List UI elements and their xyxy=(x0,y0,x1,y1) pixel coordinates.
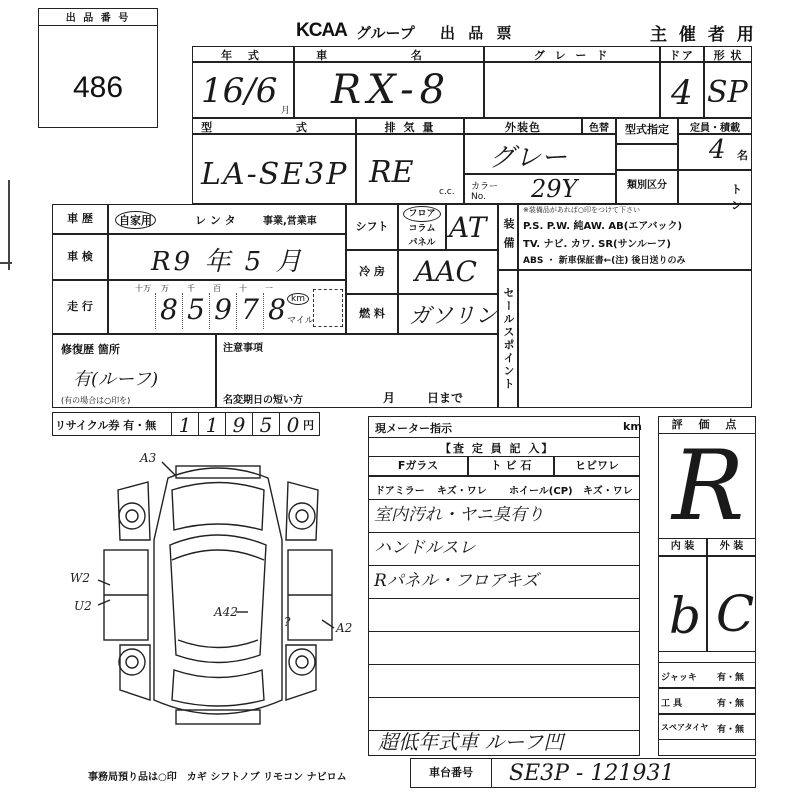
year-label: 年 式 xyxy=(192,46,294,62)
colorno-value: 29Y xyxy=(531,175,578,203)
color-value: グレー xyxy=(489,143,568,173)
car-trunk xyxy=(172,670,264,706)
recycle-digit: 9 xyxy=(225,413,252,435)
history-private: 自家用 xyxy=(115,211,156,229)
exterior-value: C xyxy=(716,585,755,643)
meter-unit: km xyxy=(623,420,642,433)
tool-label: 工 具 xyxy=(661,699,683,709)
tool-opt: 有・無 xyxy=(717,673,745,683)
tool-label: スペアタイヤ xyxy=(661,723,709,732)
inspection-label: 車 検 xyxy=(52,234,108,280)
damage-mark: U2 xyxy=(74,599,92,613)
history-business: 事業,営業車 xyxy=(263,216,317,227)
doors-label: ドア xyxy=(660,46,704,62)
wheel-hub xyxy=(296,510,308,522)
mile-mark: マイル xyxy=(287,316,314,326)
repair-value: 有(ルーフ) xyxy=(73,369,159,390)
year-value: 16/6 xyxy=(201,71,278,111)
shift-floor: フロア xyxy=(403,206,441,222)
mileage-unit: 一 xyxy=(265,284,273,293)
doors-value: 4 xyxy=(671,73,693,113)
capacity-unit: 名 xyxy=(737,149,748,162)
exterior-label: 外 装 xyxy=(707,538,756,556)
equipment-label: 装備 xyxy=(498,204,518,270)
designation-label: 型式指定 xyxy=(616,118,678,144)
equipment-row3: ABS ・ 新車保証書←(注) 後日送りのみ xyxy=(523,256,686,266)
shift-value: AT xyxy=(449,211,487,244)
interior-value: b xyxy=(669,587,702,645)
expiry-day: 日まで xyxy=(427,391,464,405)
mileage-digit: 8 xyxy=(268,293,286,326)
lot-number: 486 xyxy=(72,71,124,104)
shift-panel: パネル xyxy=(408,238,436,248)
notes-label: 注意事項 xyxy=(223,343,263,354)
mileage-unit: 十万 xyxy=(135,284,151,293)
mileage-unit: 万 xyxy=(161,284,169,293)
recolor-label: 色替 xyxy=(582,118,616,134)
name-value: RX-8 xyxy=(331,67,452,113)
interior-label: 内 装 xyxy=(658,538,707,556)
recycle-label: リサイクル券 有・無 xyxy=(55,419,157,432)
cc-label: c.c. xyxy=(439,187,455,197)
colorno-label: カラー No. xyxy=(471,182,499,202)
logo: KCAA xyxy=(296,20,347,41)
damage-mark: A2 xyxy=(336,621,353,635)
damage-mark: ? xyxy=(284,615,291,629)
recycle-unit: 円 xyxy=(303,419,314,432)
recycle-digit: 1 xyxy=(171,413,198,435)
repair-label: 修復歴 箇所 xyxy=(61,343,120,356)
engine-value: RE xyxy=(369,155,414,190)
km-mark: km xyxy=(287,293,309,305)
edge-mark xyxy=(8,180,10,270)
mileage-unit: 千 xyxy=(187,284,195,293)
mirror-opt: キズ・ワレ xyxy=(437,486,487,497)
equipment-row2: TV. ナビ. カワ. SR(サンルーフ) xyxy=(523,239,671,250)
name-label: 車 名 xyxy=(294,46,484,62)
car-rear-window xyxy=(178,640,258,648)
header-ticket: 出 品 票 xyxy=(440,24,516,42)
wheel-fl xyxy=(119,503,145,529)
wheel-hub xyxy=(296,656,308,668)
car-hood xyxy=(172,483,264,531)
history-label: 車 歴 xyxy=(52,204,108,234)
wheel-hub xyxy=(126,656,138,668)
wheel-rr xyxy=(289,649,315,675)
mileage-unit: 百 xyxy=(213,284,221,293)
sale-point-label: セールスポイント xyxy=(498,270,518,408)
wheel-label: ホイール(CP) xyxy=(509,486,573,497)
capacity-value: 4 xyxy=(709,135,726,165)
expiry-label: 名変期日の短い方 xyxy=(223,395,303,406)
meter-line: ハンドルスレ xyxy=(368,533,640,566)
wheel-rl xyxy=(119,649,145,675)
grade-label: グ レ ー ド xyxy=(484,46,660,62)
header-host: 主 催 者 用 xyxy=(650,25,757,45)
chassis-label: 車台番号 xyxy=(411,759,492,787)
color-label: 外装色 xyxy=(464,118,582,134)
mark-leader xyxy=(162,462,175,475)
wheel-fr xyxy=(289,503,315,529)
fuel-label: 燃 料 xyxy=(346,294,398,334)
meter-line: Rパネル・フロアキズ xyxy=(368,566,640,599)
tool-opt: 有・無 xyxy=(717,699,745,709)
recycle-digit: 5 xyxy=(252,413,279,435)
equipment-note: ※装備品があれば○印をつけて下さい xyxy=(523,206,640,214)
meter-label: 現メーター指示 xyxy=(375,422,452,435)
mileage-digit: 8 xyxy=(156,293,183,329)
tool-opt: 有・無 xyxy=(717,725,745,735)
category-label: 類別区分 xyxy=(616,170,678,204)
wheel-hub xyxy=(126,510,138,522)
rating-label: 評 価 点 xyxy=(658,416,756,434)
engine-label: 排 気 量 xyxy=(356,118,464,134)
shape-value: SP xyxy=(707,75,748,110)
chassis-value: SE3P - 121931 xyxy=(509,761,675,786)
model-value: LA-SE3P xyxy=(201,157,349,192)
damage-mark: A3 xyxy=(140,451,157,465)
mirror-label: ドアミラー xyxy=(375,486,425,497)
equipment-row1: P.S. P.W. 純AW. AB(エアバック) xyxy=(523,221,683,232)
ac-value: AAC xyxy=(415,255,477,288)
shift-column: コラム xyxy=(408,224,436,234)
damage-mark: W2 xyxy=(70,571,90,585)
mileage-digit: 9 xyxy=(210,293,237,329)
ton-unit: トン xyxy=(731,183,742,212)
ac-label: 冷 房 xyxy=(346,250,398,294)
inspection-value: R9 年 5 月 xyxy=(151,247,305,277)
glass-label: Fガラス xyxy=(368,456,468,476)
rear-bumper xyxy=(176,710,260,724)
expiry-month: 月 xyxy=(383,391,396,405)
capacity-label: 定員・積載 xyxy=(678,118,752,134)
mileage-digit: 7 xyxy=(237,293,264,329)
header-group: グループ xyxy=(356,24,415,42)
crack-label: ヒビワレ xyxy=(554,456,640,476)
mileage-digit: 5 xyxy=(183,293,210,329)
damage-mark: A42 xyxy=(214,605,238,619)
edge-mark xyxy=(0,262,12,264)
month-suffix: 月 xyxy=(281,106,291,116)
recycle-digit: 1 xyxy=(198,413,225,435)
chassis-row xyxy=(410,758,756,788)
inspector-label: 【査 定 員 記 入】 xyxy=(440,442,555,455)
front-right-fender xyxy=(286,482,318,540)
shape-label: 形 状 xyxy=(704,46,752,62)
history-rental: レ ン タ xyxy=(195,214,236,227)
car-windshield xyxy=(172,550,264,560)
repair-note: (有の場合は○印を) xyxy=(61,396,131,405)
lot-label: 出 品 番 号 xyxy=(39,9,157,26)
car-cabin xyxy=(170,535,266,663)
wheel-opt: キズ・ワレ xyxy=(583,486,633,497)
meter-line: 室内汚れ・ヤニ臭有り xyxy=(368,500,640,533)
tool-label: ジャッキ xyxy=(661,673,697,683)
mileage-label: 走 行 xyxy=(52,280,108,334)
office-note: 事務局預り品は○印 カギ シフトノブ リモコン ナビロム xyxy=(88,772,347,783)
shift-label: シフト xyxy=(346,204,398,250)
fuel-value: ガソリン xyxy=(409,304,498,329)
mileage-unit: 十 xyxy=(239,284,247,293)
recycle-digit: 0 xyxy=(279,413,306,435)
chip-label: ト ビ 石 xyxy=(468,456,554,476)
model-label: 型 式 xyxy=(192,118,356,134)
meter-footer: 超低年式車 ルーフ凹 xyxy=(378,730,564,754)
rating-value: R xyxy=(672,430,745,542)
